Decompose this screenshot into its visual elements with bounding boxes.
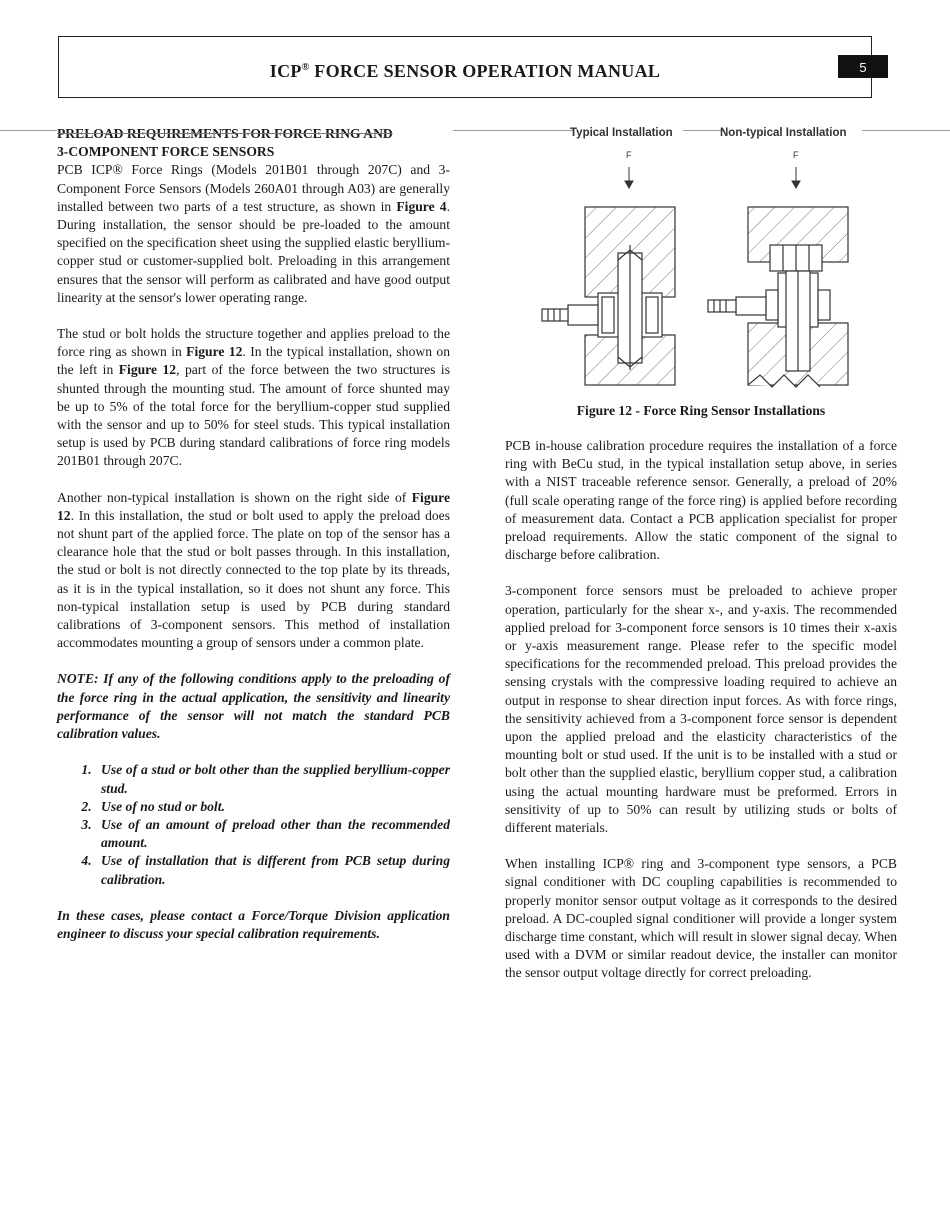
list-item: 3. Use of an amount of preload other than the recommended amount. — [95, 816, 450, 852]
section-title: PRELOAD REQUIREMENTS FOR FORCE RING AND 3-COMPONENT FORCE SENSORS — [57, 126, 393, 160]
force-arrow-typical — [625, 167, 633, 188]
figure-caption: Figure 12 - Force Ring Sensor Installations — [576, 403, 826, 418]
installation-diagram — [520, 125, 900, 405]
paragraph-3component: 3-component force sensors must be preloaded to achieve proper operation, particularly for the shear x-, and y-axis. The recommended applied preload for 3-component force sensors is 10 times their x-axis or y-axis measurement range. Please refer to the specific model specifications for the recommended preload. This preload provides the sensing crystals with the compressive loading required to achieve an output in response to shear direction input forces. As with force rings, the sensitivity achieved from a 3-component force sensor is dependent upon the applied preload and the elasticity characteristics of the mounting bolt or stud used. If the unit is to be installed with a stud or bolt other than the supplied elastic, beryllium copper stud, a calibration using the actual mounting hardware must be preformed. Errors in sensitivity of up to 50% can result by utilizing studs or bolts of different materials. — [505, 583, 897, 836]
note-paragraph: NOTE: If any of the following conditions apply to the preloading of the force ring in the actual application, the sensitivity and linearity performance of the sensor will not match the standard PCB calibration values. — [57, 671, 450, 742]
paragraph-intro: PCB ICP® Force Rings (Models 201B01 through 207C) and 3-Component Force Sensors (Models 260A01 through A03) are generally installed between two parts of a test structure, as shown in Figure 4. During installation, the sensor should be pre-loaded to the amount specified on the specification sheet using the supplied elastic beryllium-copper stud or customer-supplied bolt. Preloading in this arrangement ensures that the sensor will perform as calibrated and have good output linearity at the sensor's lower operating range. — [57, 162, 450, 305]
page-number: 5 — [838, 55, 888, 78]
force-label-typical: F — [626, 150, 632, 160]
list-item: 1. Use of a stud or bolt other than the supplied beryllium-copper stud. — [95, 761, 450, 797]
paragraph-signal-conditioner: When installing ICP® ring and 3-component type sensors, a PCB signal conditioner with DC coupling capabilities is recommended to properly monitor sensor output voltage as it corresponds to the desired preload. A DC-coupled signal conditioner will provide a longer system discharge time constant, which will result in slower signal decay. When used with a DVM or similar readout device, the installer can monitor the sensor output voltage directly for correct preloading. — [505, 856, 897, 981]
conditions-list — [57, 761, 450, 888]
force-arrow-nontypical — [792, 167, 800, 188]
figure-12 — [520, 125, 900, 405]
left-column — [57, 125, 450, 961]
list-item: 4. Use of installation that is different from PCB setup during calibration. — [95, 852, 450, 888]
nontypical-installation-drawing — [708, 207, 848, 387]
section-rule-left — [0, 130, 57, 131]
list-item: 2. Use of no stud or bolt. — [95, 798, 450, 816]
manual-title: ICP® FORCE SENSOR OPERATION MANUAL — [269, 61, 661, 81]
paragraph-stud: The stud or bolt holds the structure together and applies preload to the force ring as shown in Figure 12. In the typical installation, shown on the left in Figure 12, part of the force between the two structures is shunted through the mounting stud. The amount of force shunted may be up to 5% of the total force for the beryllium-copper stud supplied with the sensor and up to 50% for steel studs. This typical installation setup is used by PCB during standard calibrations of force ring models 201B01 through 207C. — [57, 326, 450, 469]
label-nontypical-installation: Non-typical Installation — [720, 127, 847, 139]
force-label-nontypical: F — [793, 150, 799, 160]
right-column — [505, 437, 897, 1001]
paragraph-nontypical: Another non-typical installation is shown on the right side of Figure 12. In this installation, the stud or bolt used to apply the preload does not shunt part of the applied force. The plate on top of the sensor has a clearance hole that the stud or bolt passes through. In this installation, the stud or bolt is not directly connected to the top plate by its threads, as it is in the typical installation, so it does not shunt any force. This non-typical installation setup is used by PCB during standard calibrations of 3-component sensors. This method of installation accommodates mounting a group of sensors under a common plate. — [57, 489, 450, 651]
label-typical-installation: Typical Installation — [570, 127, 673, 139]
paragraph-calibration: PCB in-house calibration procedure requires the installation of a force ring with BeCu stud, in the typical installation setup above, in series with a NIST traceable reference sensor. Generally, a preload of 20% (full scale operating range of the force ring) is applied before recording of measurement data. Contact a PCB application specialist for proper preload requirements. Allow the static component of the signal to discharge before calibration. — [505, 438, 897, 563]
typical-installation-drawing — [542, 207, 675, 385]
page-header — [58, 36, 872, 98]
closing-paragraph: In these cases, please contact a Force/Torque Division application engineer to discuss your special calibration requirements. — [57, 907, 450, 941]
